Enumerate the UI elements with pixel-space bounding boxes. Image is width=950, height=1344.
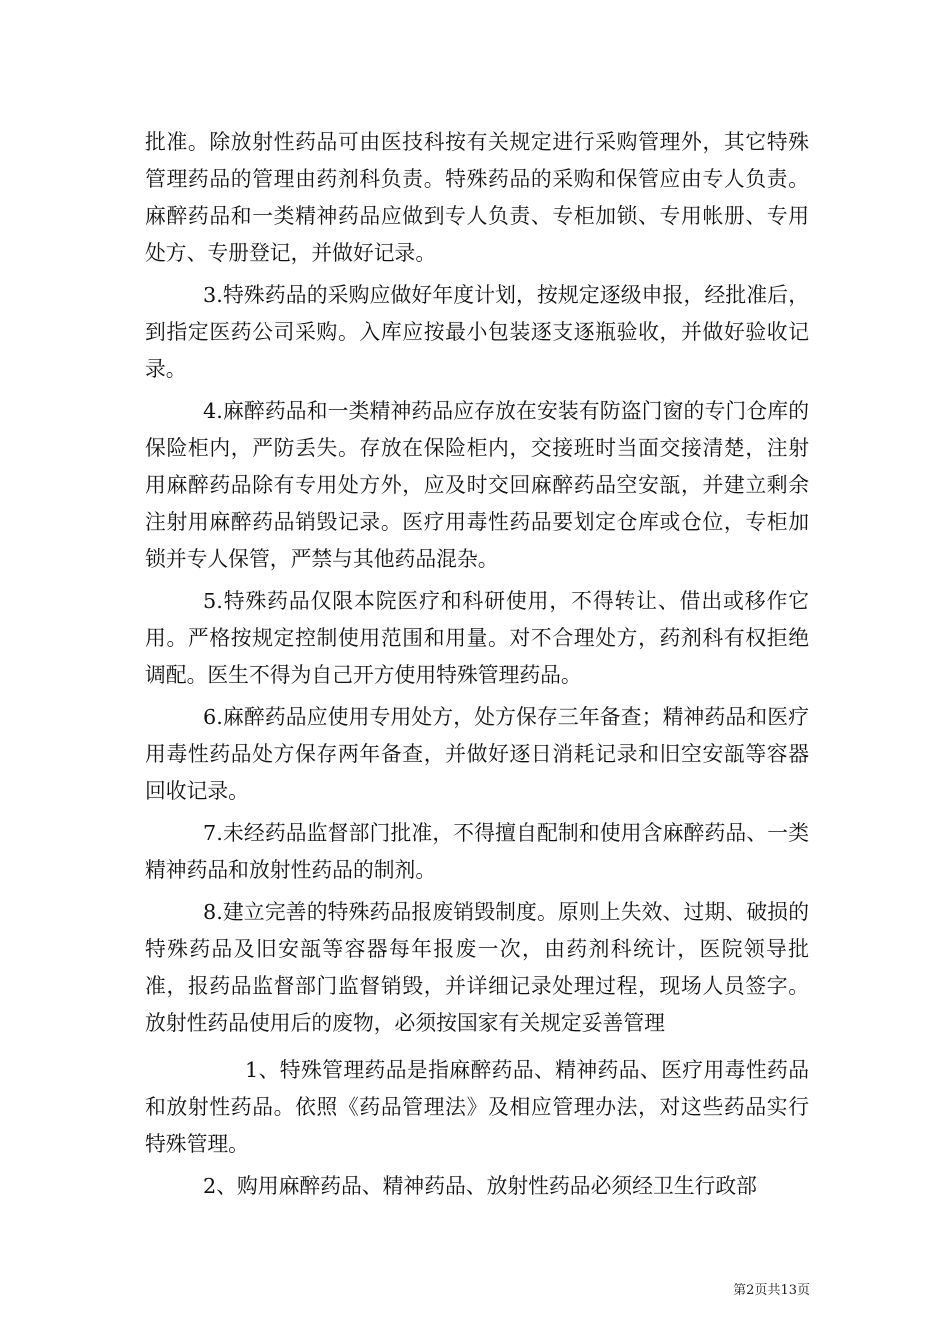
paragraph-item-8: 8.建立完善的特殊药品报废销毁制度。原则上失效、过期、破损的特殊药品及旧安瓿等容器每年报废一次，由药剂科统计，医院领导批准，报药品监督部门监督销毁，并详细记录处理过程，现场人员签字。放射性药品使用后的废物，必须按国家有关规定妥善管理	[145, 900, 809, 1035]
paragraph-item-7: 7.未经药品监督部门批准，不得擅自配制和使用含麻醉药品、一类精神药品和放射性药品的制剂。	[145, 821, 809, 882]
paragraph-item-3: 3.特殊药品的采购应做好年度计划，按规定逐级申报，经批准后，到指定医药公司采购。入库应按最小包装逐支逐瓶验收，并做好验收记录。	[145, 283, 809, 381]
paragraph-item-5: 5.特殊药品仅限本院医疗和科研使用，不得转让、借出或移作它用。严格按规定控制使用范围和用量。对不合理处方，药剂科有权拒绝调配。医生不得为自己开方使用特殊管理药品。	[145, 589, 809, 687]
paragraph-section-2: 2、购用麻醉药品、精神药品、放射性药品必须经卫生行政部	[203, 1174, 757, 1198]
paragraph-section-1: 1、特殊管理药品是指麻醉药品、精神药品、医疗用毒性药品和放射性药品。依照《药品管理法》及相应管理办法，对这些药品实行特殊管理。	[145, 1058, 809, 1156]
paragraph-continued: 批准。除放射性药品可由医技科按有关规定进行采购管理外，其它特殊管理药品的管理由药剂科负责。特殊药品的采购和保管应由专人负责。麻醉药品和一类精神药品应做到专人负责、专柜加锁、专用帐册、专用处方、专册登记，并做好记录。	[145, 130, 809, 265]
paragraph-item-6: 6.麻醉药品应使用专用处方，处方保存三年备查；精神药品和医疗用毒性药品处方保存两年备查，并做好逐日消耗记录和旧空安瓿等容器回收记录。	[145, 705, 809, 803]
page-number-footer: 第2页共13页	[733, 1283, 810, 1298]
paragraph-item-4: 4.麻醉药品和一类精神药品应存放在安装有防盗门窗的专门仓库的保险柜内，严防丢失。存放在保险柜内，交接班时当面交接清楚，注射用麻醉药品除有专用处方外，应及时交回麻醉药品空安瓿，并建立剩余注射用麻醉药品销毁记录。医疗用毒性药品要划定仓库或仓位，专柜加锁并专人保管，严禁与其他药品混杂。	[145, 399, 809, 571]
body-text	[145, 124, 809, 1210]
